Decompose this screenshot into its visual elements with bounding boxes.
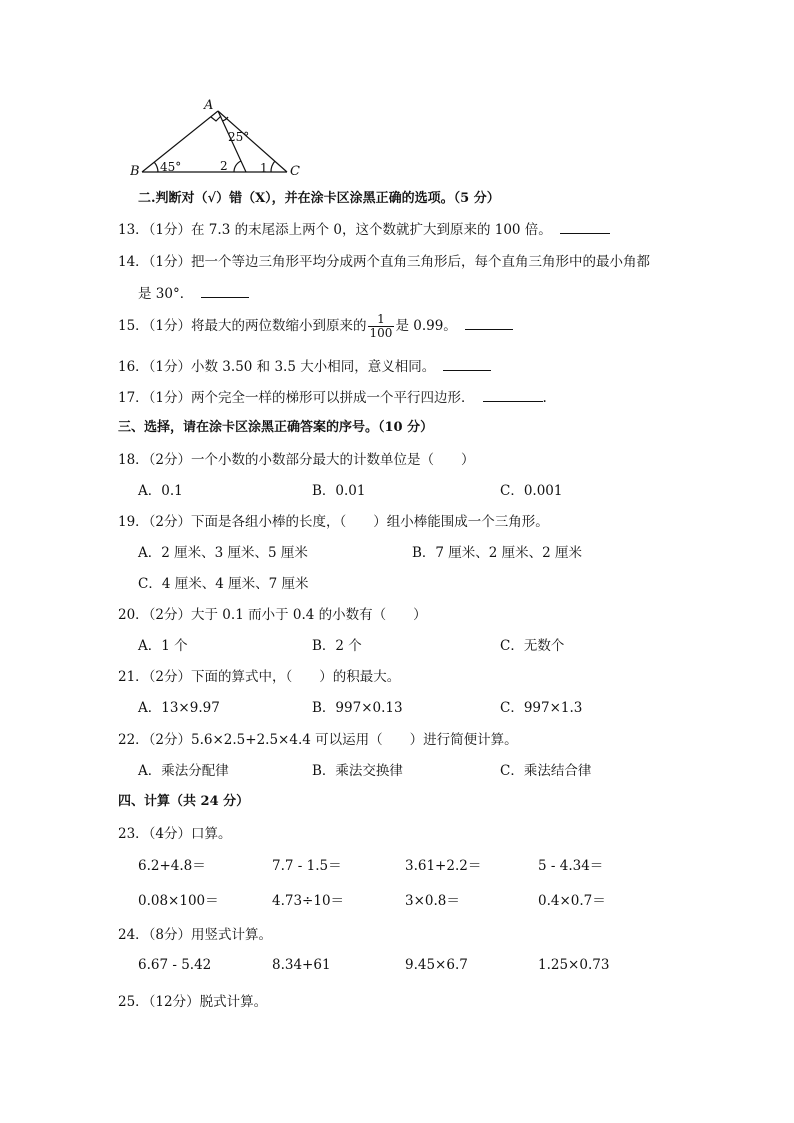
option-19-b[interactable]: B．7 厘米、2 厘米、2 厘米	[412, 545, 583, 561]
angle-1-label: 1	[260, 161, 268, 175]
question-16	[118, 355, 491, 375]
section4-title: 四、计算（共 24 分）	[118, 794, 250, 809]
section2-title: 二.判断对（√）错（X），并在涂卡区涂黑正确的选项。（5 分）	[138, 191, 500, 206]
angle-2-label: 2	[220, 159, 228, 173]
fraction-denominator: 100	[369, 326, 393, 340]
question-20: 20．（2分）大于 0.1 而小于 0.4 的小数有（ ）	[118, 607, 427, 623]
question-14-text: 是 30°．	[138, 286, 194, 302]
answer-blank-13[interactable]	[560, 221, 610, 234]
mental-calc-3: 3.61+2.2＝	[405, 858, 482, 874]
mental-calc-7: 3×0.8＝	[405, 893, 460, 909]
question-17-end: .	[542, 390, 547, 406]
answer-blank-14[interactable]	[201, 285, 249, 298]
option-21-a[interactable]: A．13×9.97	[138, 700, 220, 716]
question-21: 21．（2分）下面的算式中，（ ）的积最大。	[118, 669, 401, 685]
option-18-b[interactable]: B．0.01	[312, 483, 366, 499]
question-15-text-after: 是 0.99。	[395, 318, 457, 334]
right-angle-mark	[211, 116, 221, 121]
label-a: A	[204, 98, 214, 113]
vertical-calc-4: 1.25×0.73	[538, 957, 610, 973]
question-22: 22．（2分）5.6×2.5+2.5×4.4 可以运用（ ）进行简便计算。	[118, 732, 518, 748]
option-22-a[interactable]: A．乘法分配律	[138, 763, 229, 779]
triangle-figure	[130, 95, 310, 177]
mental-calc-5: 0.08×100＝	[138, 893, 219, 909]
answer-blank-16[interactable]	[443, 358, 491, 371]
option-20-a[interactable]: A．1 个	[138, 638, 188, 654]
option-21-b[interactable]: B．997×0.13	[312, 700, 403, 716]
answer-blank-15[interactable]	[465, 317, 513, 330]
option-18-a[interactable]: A．0.1	[138, 483, 183, 499]
question-13-text: 13．（1分）在 7.3 的末尾添上两个 0，这个数就扩大到原来的 100 倍。	[118, 222, 552, 238]
question-13	[118, 218, 610, 238]
mental-calc-6: 4.73÷10＝	[272, 893, 345, 909]
option-20-b[interactable]: B．2 个	[312, 638, 362, 654]
question-24: 24．（8分）用竖式计算。	[118, 927, 273, 943]
angle-a-label: 25°	[228, 130, 250, 144]
option-19-c[interactable]: C．4 厘米、4 厘米、7 厘米	[138, 576, 309, 592]
vertical-calc-2: 8.34+61	[272, 957, 331, 973]
question-18: 18．（2分）一个小数的小数部分最大的计数单位是（ ）	[118, 452, 475, 468]
angle-b-label: 45°	[160, 160, 182, 174]
fraction-one-hundredth	[368, 313, 395, 340]
arc-2	[234, 161, 241, 172]
question-23: 23．（4分）口算。	[118, 826, 232, 842]
option-18-c[interactable]: C．0.001	[500, 483, 563, 499]
question-17-text: 17．（1分）两个完全一样的梯形可以拼成一个平行四边形．	[118, 390, 475, 406]
option-22-c[interactable]: C．乘法结合律	[500, 763, 592, 779]
arc-c	[271, 161, 275, 172]
label-c: C	[290, 164, 300, 177]
arc-b	[155, 163, 159, 173]
mental-calc-4: 5 - 4.34＝	[538, 858, 604, 874]
question-15-text-before: 15．（1分）将最大的两位数缩小到原来的	[118, 318, 367, 334]
mental-calc-2: 7.7 - 1.5＝	[272, 858, 342, 874]
vertical-calc-1: 6.67 - 5.42	[138, 957, 212, 973]
question-14-line2	[138, 282, 249, 302]
option-19-a[interactable]: A．2 厘米、3 厘米、5 厘米	[138, 545, 308, 561]
option-20-c[interactable]: C．无数个	[500, 638, 565, 654]
label-b: B	[130, 164, 140, 177]
question-16-text: 16．（1分）小数 3.50 和 3.5 大小相同，意义相同。	[118, 359, 436, 375]
fraction-numerator: 1	[368, 313, 395, 327]
question-15	[118, 313, 513, 340]
question-19: 19．（2分）下面是各组小棒的长度，（ ）组小棒能围成一个三角形。	[118, 514, 549, 530]
mental-calc-8: 0.4×0.7＝	[538, 893, 606, 909]
answer-blank-17[interactable]	[483, 389, 543, 402]
option-22-b[interactable]: B．乘法交换律	[312, 763, 403, 779]
option-21-c[interactable]: C．997×1.3	[500, 700, 583, 716]
mental-calc-1: 6.2+4.8＝	[138, 858, 206, 874]
question-17	[118, 386, 547, 406]
question-14-line1: 14．（1分）把一个等边三角形平均分成两个直角三角形后，每个直角三角形中的最小角都	[118, 254, 651, 270]
question-25: 25．（12分）脱式计算。	[118, 994, 268, 1010]
section3-title: 三、选择，请在涂卡区涂黑正确答案的序号。（10 分）	[118, 420, 434, 435]
vertical-calc-3: 9.45×6.7	[405, 957, 468, 973]
